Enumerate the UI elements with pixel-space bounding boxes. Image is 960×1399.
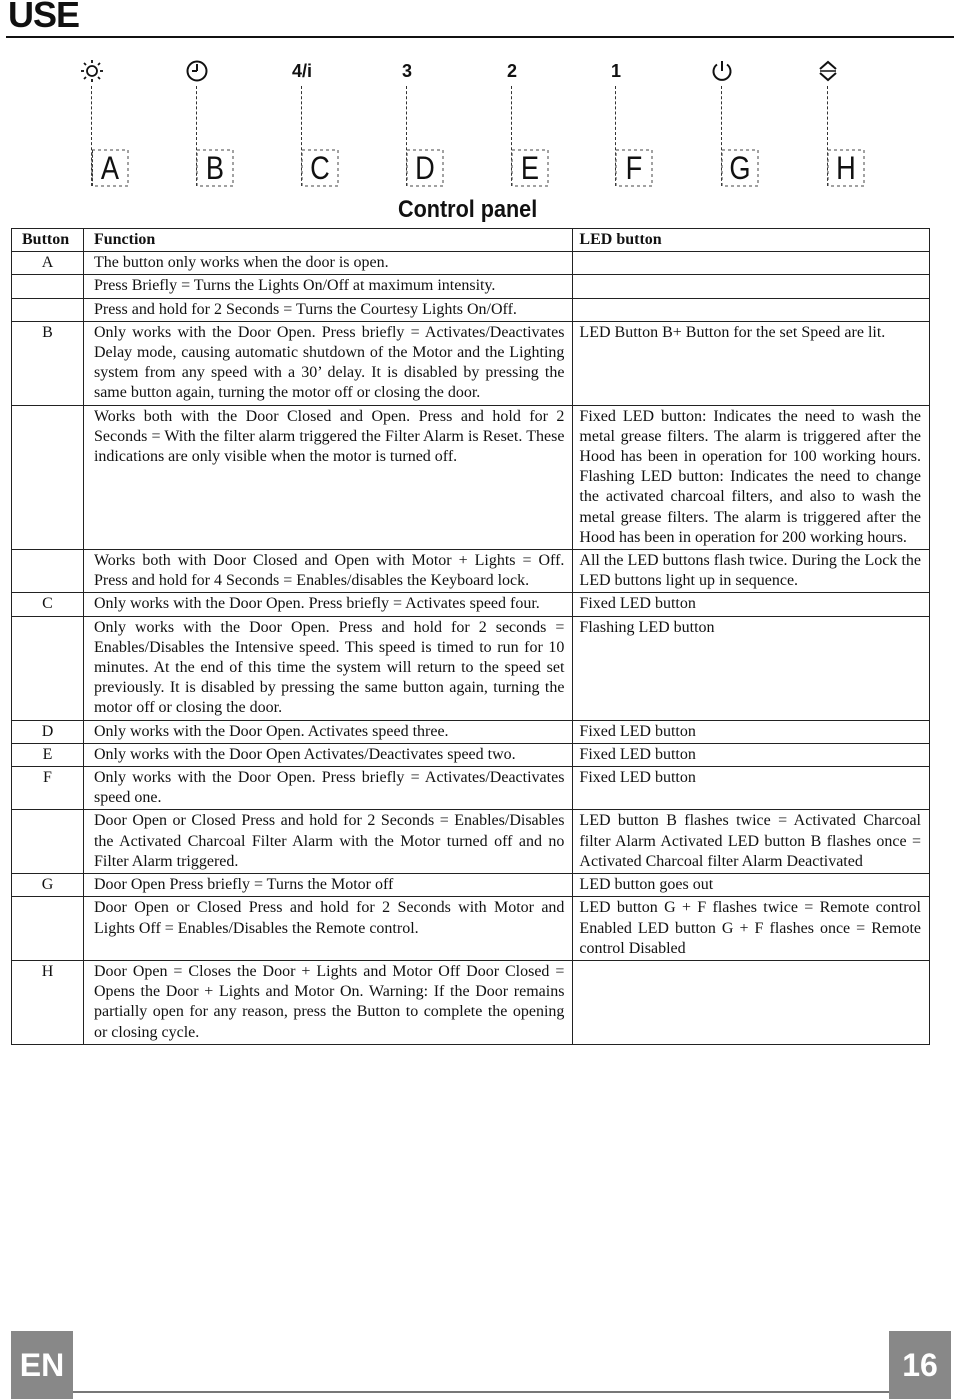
cell-led: LED Button B+ Button for the set Speed are lit. [573, 321, 930, 405]
cell-function: Door Open or Closed Press and hold for 2 Seconds with Motor and Lights Off = Enables/Disables the Remote control. [83, 897, 572, 961]
cell-led: Fixed LED button [573, 593, 930, 616]
panel-letter-b: B [205, 150, 225, 186]
control-table [11, 228, 930, 1045]
cell-led [573, 298, 930, 321]
table-row [12, 252, 930, 275]
cell-led: Fixed LED button [573, 743, 930, 766]
table-header-row [12, 229, 930, 252]
table-row [12, 810, 930, 874]
cell-led [573, 960, 930, 1044]
cell-function: Only works with the Door Open. Activates speed three. [83, 720, 572, 743]
cell-function: Works both with Door Closed and Open with Motor + Lights = Off. Press and hold for 4 Seconds = Enables/disables the Keyboard lock. [83, 550, 572, 593]
table-row [12, 593, 930, 616]
cell-button: A [12, 252, 84, 275]
cell-function: Door Open = Closes the Door + Lights and Motor Off Door Closed = Opens the Door + Lights and Motor On. Warning: If the Door remains partially open for any reason, press the Button to complete the opening or closing cycle. [83, 960, 572, 1044]
panel-letter-g: G [729, 150, 751, 186]
cell-button: G [12, 874, 84, 897]
panel-letter-f: F [625, 150, 643, 186]
table-row [12, 616, 930, 720]
table-row [12, 743, 930, 766]
cell-button: C [12, 593, 84, 616]
cell-function: The button only works when the door is open. [83, 252, 572, 275]
cell-led: All the LED buttons flash twice. During the Lock the LED buttons light up in sequence. [573, 550, 930, 593]
cell-button: H [12, 960, 84, 1044]
cell-button [12, 810, 84, 874]
table-row [12, 960, 930, 1044]
language-badge: EN [11, 1331, 73, 1399]
header-led: LED button [573, 229, 930, 252]
cell-led: Fixed LED button [573, 720, 930, 743]
cell-button: B [12, 321, 84, 405]
cell-button: F [12, 767, 84, 810]
cell-led: Fixed LED button [573, 767, 930, 810]
cell-function: Only works with the Door Open. Press briefly = Activates/Deactivates speed one. [83, 767, 572, 810]
cell-led [573, 252, 930, 275]
header-button: Button [12, 229, 84, 252]
cell-led: LED button G + F flashes twice = Remote control Enabled LED button G + F flashes once = Remote control Disabled [573, 897, 930, 961]
cell-button [12, 298, 84, 321]
panel-letter-h: H [836, 150, 856, 186]
panel-letter-e: E [520, 150, 540, 186]
table-row [12, 897, 930, 961]
cell-led: LED button B flashes twice = Activated Charcoal filter Alarm Activated LED button B flashes once = Activated Charcoal filter Alarm Deactivated [573, 810, 930, 874]
cell-function: Only works with the Door Open. Press briefly = Activates/Deactivates Delay mode, causing automatic shutdown of the Motor and the Lighting system from any speed with a 30’ delay. It is disabled by pressing the same button again, turning the motor off or closing the door. [83, 321, 572, 405]
cell-led [573, 275, 930, 298]
speed-3-label: 3 [401, 60, 412, 81]
panel-letter-c: C [310, 150, 330, 186]
footer-rule [73, 1391, 889, 1393]
table-row [12, 321, 930, 405]
cell-function: Only works with the Door Open. Press and hold for 2 seconds = Enables/Disables the Intensive speed. This speed is timed to run for 10 minutes. At the end of this time the system will return to the speed set previously. It is disabled by pressing the same button again, turning the motor off or closing the door. [83, 616, 572, 720]
cell-function: Works both with the Door Closed and Open. Press and hold for 2 Seconds = With the filter alarm triggered the Filter Alarm is Reset. These indications are only visible when the motor is turned off. [83, 405, 572, 549]
cell-function: Press and hold for 2 Seconds = Turns the Courtesy Lights On/Off. [83, 298, 572, 321]
speed-4-intensive-label: 4/i [291, 60, 312, 81]
cell-led: Fixed LED button: Indicates the need to wash the metal grease filters. The alarm is triggered after the Hood has been in operation for 100 working hours. Flashing LED button: Indicates the need to change the activated charcoal filters, and also to wash the metal grease filters. The alarm is triggered after the Hood has been in operation for 200 working hours. [573, 405, 930, 549]
cell-led: Flashing LED button [573, 616, 930, 720]
cell-button: E [12, 743, 84, 766]
cell-function: Only works with the Door Open. Press briefly = Activates speed four. [83, 593, 572, 616]
panel-letter-d: D [415, 150, 435, 186]
page-title: USE [8, 0, 80, 35]
cell-function: Only works with the Door Open Activates/Deactivates speed two. [83, 743, 572, 766]
cell-function: Door Open or Closed Press and hold for 2 Seconds = Enables/Disables the Activated Charcoal Filter Alarm with the Motor turned off and no Filter Alarm triggered. [83, 810, 572, 874]
cell-button [12, 275, 84, 298]
table-row [12, 550, 930, 593]
table-row [12, 767, 930, 810]
table-row [12, 874, 930, 897]
speed-1-label: 1 [610, 60, 621, 81]
panel-letter-a: A [100, 150, 120, 186]
cell-led: LED button goes out [573, 874, 930, 897]
cell-button [12, 897, 84, 961]
table-row [12, 720, 930, 743]
page-number: 16 [889, 1331, 951, 1399]
control-panel-title: Control panel [398, 196, 538, 223]
cell-button: D [12, 720, 84, 743]
cell-function: Press Briefly = Turns the Lights On/Off at maximum intensity. [83, 275, 572, 298]
table-row [12, 405, 930, 549]
cell-button [12, 550, 84, 593]
table-row [12, 275, 930, 298]
header-function: Function [83, 229, 572, 252]
speed-2-label: 2 [506, 60, 517, 81]
cell-function: Door Open Press briefly = Turns the Motor off [83, 874, 572, 897]
cell-button [12, 616, 84, 720]
table-row [12, 298, 930, 321]
cell-button [12, 405, 84, 549]
letter-frames [0, 0, 960, 200]
